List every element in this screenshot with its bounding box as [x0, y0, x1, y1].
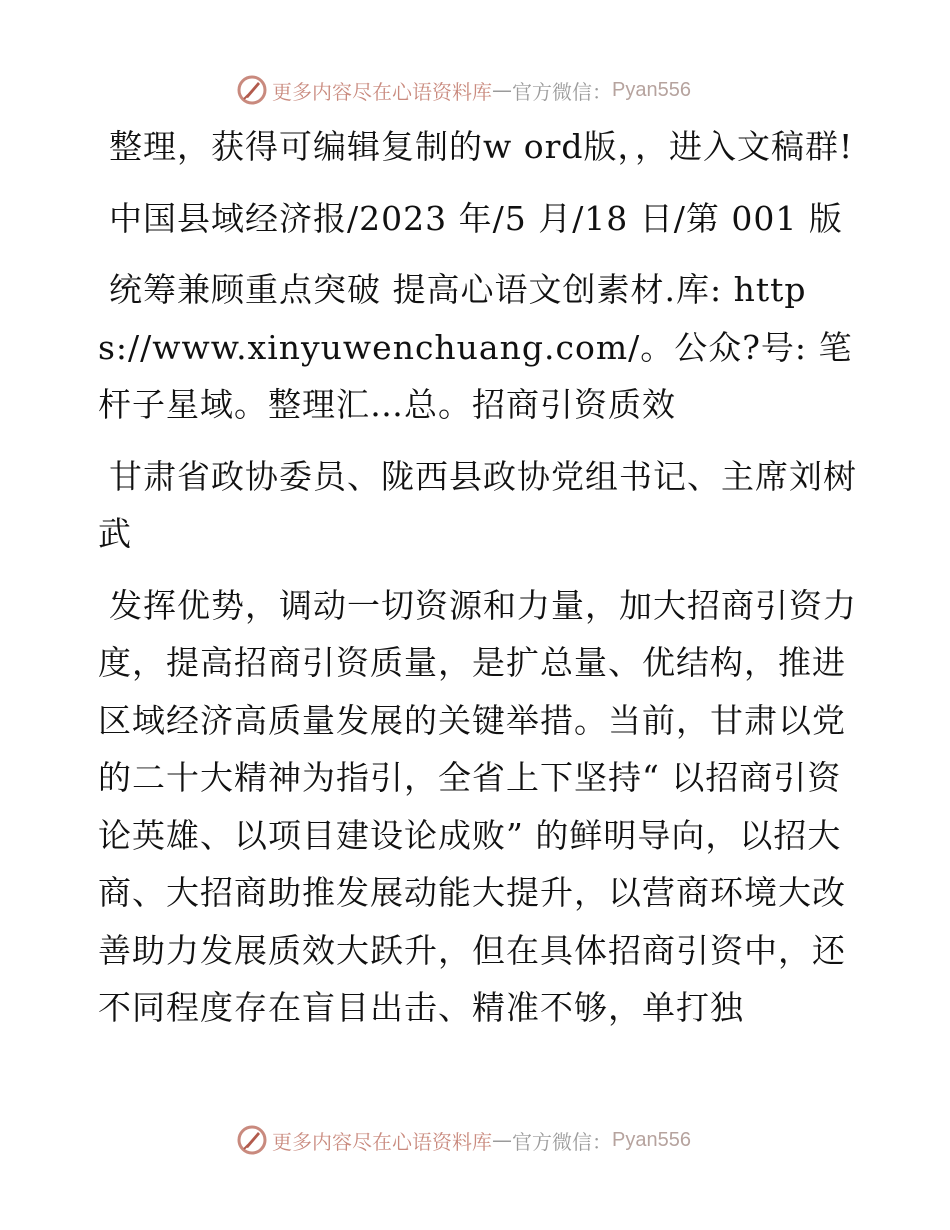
watermark-official-label: 官方微信： — [512, 1129, 612, 1154]
article-title: 统筹兼顾重点突破 提高心语文创素材.库: https://www.xinyuwenchuang.com/。公众?号: 笔杆子星域。整理汇…总。招商引资质效 — [98, 270, 853, 424]
quill-logo-icon — [236, 1124, 268, 1156]
watermark-text: 更多内容尽在心语资料库 — [272, 79, 492, 104]
watermark-wechat-id: Pyan556 — [612, 1128, 691, 1151]
watermark-text: 更多内容尽在心语资料库 — [272, 1129, 492, 1154]
author-line: 甘肃省政协委员、陇西县政协党组书记、主席刘树武 — [98, 456, 857, 553]
header-watermark — [236, 72, 691, 108]
watermark-wechat-id: Pyan556 — [612, 78, 691, 101]
watermark-official-label: 官方微信： — [512, 79, 612, 104]
watermark-dash: — — [492, 1128, 512, 1152]
source-line: 中国县域经济报/2023 年/5 月/18 日/第 001 版 — [109, 198, 843, 238]
footer-watermark — [236, 1122, 691, 1158]
quill-logo-icon — [236, 74, 268, 106]
intro-paragraph: 整理，获得可编辑复制的w ord版，，进入文稿群! — [109, 127, 854, 166]
document-body — [98, 118, 858, 1057]
body-paragraph: 发挥优势，调动一切资源和力量，加大招商引资力度，提高招商引资质量，是扩总量、优结构，推进区域经济高质量发展的关键举措。当前，甘肃以党的二十大精神为指引，全省上下坚持“ 以招商引资论英雄、以项目建设论成败” 的鲜明导向，以招大商、大招商助推发展动能大提升，以营商环境大改善助力发展质效大跃升，但在具体招商引资中，还不同程度存在盲目出击、精准不够，单打独 — [98, 585, 857, 1027]
watermark-dash: — — [492, 78, 512, 102]
